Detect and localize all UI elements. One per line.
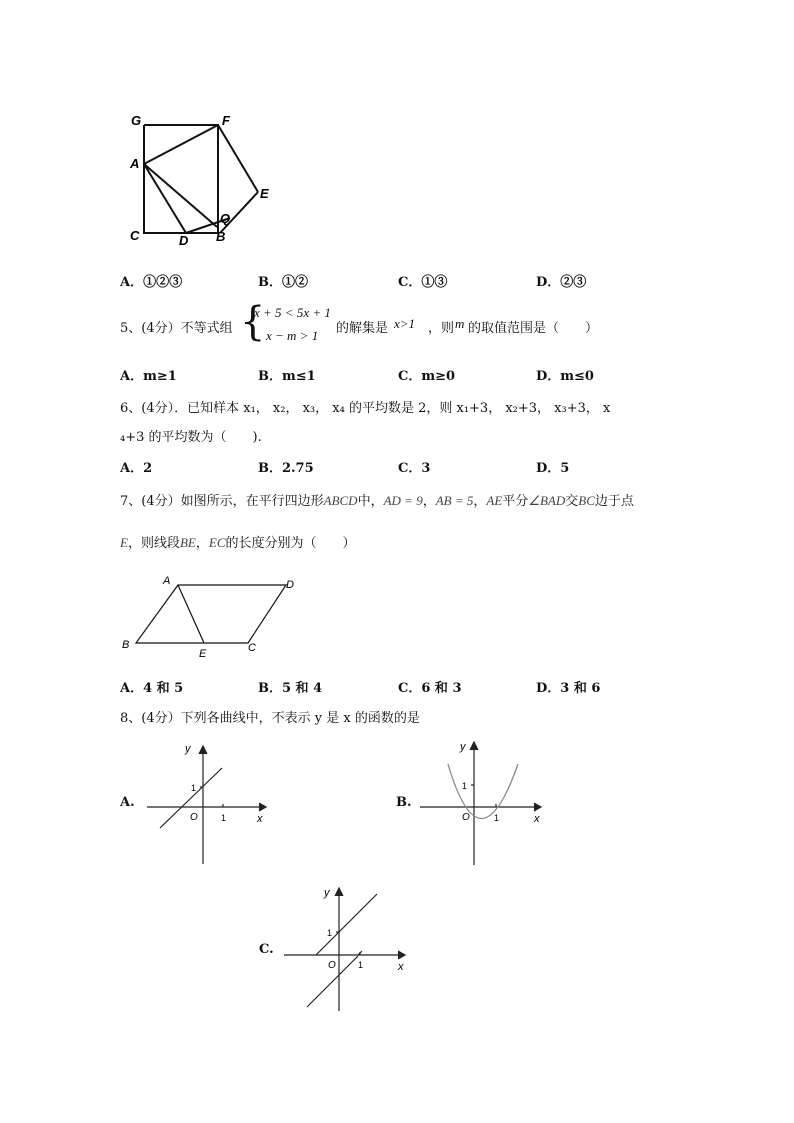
- parallelogram-figure: [118, 572, 308, 662]
- axis-x-label: x: [257, 813, 263, 825]
- q6-option-a[interactable]: A．2: [120, 461, 153, 476]
- point-label-c: C: [130, 228, 140, 243]
- point-label-g: G: [131, 113, 142, 128]
- q4-option-d[interactable]: D．②③: [536, 275, 587, 290]
- vertex-label-d: D: [286, 579, 294, 591]
- q5-inequality-1: x + 5 < 5x + 1: [254, 305, 331, 320]
- q5-option-d[interactable]: D．m≤0: [536, 369, 594, 384]
- q7-text-a: 7、(4分）如图所示，在平行四边形: [120, 494, 324, 509]
- q8-option-a-label[interactable]: A.: [120, 795, 135, 810]
- point-label-d: D: [179, 233, 189, 248]
- q7-option-b[interactable]: B．5 和 4: [258, 681, 323, 696]
- q6-option-d[interactable]: D．5: [536, 461, 570, 476]
- tick-one-y: 1: [462, 781, 468, 791]
- q7-text-f: ，则线段: [127, 536, 180, 551]
- vertex-label-b: B: [122, 639, 130, 651]
- q7-bc: BC: [578, 493, 595, 508]
- q5-condition: x>1: [394, 316, 416, 331]
- axis-x-label: x: [534, 813, 540, 825]
- q7-text-g: 的长度分别为（ ）: [225, 536, 356, 551]
- q5-brace: {: [240, 299, 266, 345]
- q5-stem-suffix-b: ，则: [428, 321, 455, 336]
- q7-text-b: 中，: [357, 494, 384, 509]
- vertex-label-e: E: [199, 648, 207, 660]
- q7-ad-eq: AD = 9: [383, 493, 423, 508]
- axis-y-label: y: [460, 741, 466, 753]
- q5-stem-prefix: 5、(4分）不等式组: [120, 321, 233, 336]
- tick-one-x: 1: [358, 960, 364, 970]
- q7-stem-line-1: [120, 490, 634, 509]
- graph-c[interactable]: [282, 884, 412, 1014]
- q8-option-b-label[interactable]: B.: [396, 795, 412, 810]
- point-label-e: E: [260, 186, 269, 201]
- point-label-f: F: [222, 113, 230, 128]
- point-label-q: Q: [220, 211, 231, 226]
- q5-stem-suffix-c: 的取值范围是（ ）: [468, 321, 599, 336]
- axis-y-label: y: [324, 887, 330, 899]
- q8-stem: 8、(4分）下列各曲线中，不表示 y 是 x 的函数的是: [120, 711, 420, 726]
- point-label-b: B: [216, 229, 226, 244]
- q7-text-e: 边于点: [594, 494, 634, 509]
- tick-one-y: 1: [191, 783, 197, 793]
- q7-stem-line-2: [120, 532, 356, 551]
- q7-point-e: E: [120, 535, 128, 550]
- q7-ec: EC: [208, 535, 226, 550]
- q7-sep-2: ，: [473, 494, 487, 509]
- q7-sep-3: ，: [195, 536, 209, 551]
- q7-ab-eq: AB = 5: [435, 493, 474, 508]
- square-geometry-figure: [120, 108, 280, 253]
- tick-one-x: 1: [221, 813, 227, 823]
- q5-option-a[interactable]: A．m≥1: [120, 369, 177, 384]
- q4-option-c[interactable]: C．①③: [398, 275, 448, 290]
- q4-option-a[interactable]: A．①②③: [120, 275, 183, 290]
- point-label-a: A: [130, 156, 140, 171]
- q6-option-c[interactable]: C．3: [398, 461, 431, 476]
- q5-inequality-2: x − m > 1: [266, 328, 319, 343]
- graph-b[interactable]: [418, 738, 548, 868]
- q7-text-d: 交: [565, 494, 579, 509]
- q7-angle: ∠BAD: [528, 493, 566, 508]
- q7-option-a[interactable]: A．4 和 5: [120, 681, 184, 696]
- q7-be: BE: [179, 535, 196, 550]
- q5-stem-suffix-a: 的解集是: [336, 321, 389, 336]
- q7-sep-1: ，: [422, 494, 436, 509]
- q5-variable: m: [455, 316, 465, 331]
- q8-option-c-label[interactable]: C.: [259, 942, 274, 957]
- q7-parallelogram-name: ABCD: [323, 493, 358, 508]
- q7-option-d[interactable]: D．3 和 6: [536, 681, 601, 696]
- origin-label: O: [190, 812, 198, 823]
- origin-label: O: [328, 960, 336, 971]
- origin-label: O: [462, 812, 470, 823]
- q6-stem-line-1: 6、(4分）．已知样本 x₁， x₂， x₃， x₄ 的平均数是 2，则 x₁+3， x₂+3， x₃+3， x: [120, 401, 611, 416]
- q7-option-c[interactable]: C．6 和 3: [398, 681, 462, 696]
- vertex-label-c: C: [248, 642, 256, 654]
- q6-option-b[interactable]: B．2.75: [258, 461, 314, 476]
- graph-a[interactable]: [145, 742, 275, 867]
- axis-x-label: x: [398, 961, 404, 973]
- q6-stem-line-2: ₄+3 的平均数为（ ).: [120, 430, 262, 445]
- q5-option-c[interactable]: C．m≥0: [398, 369, 456, 384]
- axis-y-label: y: [185, 743, 191, 755]
- q7-text-c: 平分: [502, 494, 529, 509]
- vertex-label-a: A: [163, 575, 171, 587]
- q4-option-b[interactable]: B．①②: [258, 275, 308, 290]
- q7-ae: AE: [486, 493, 503, 508]
- tick-one-y: 1: [327, 928, 333, 938]
- tick-one-x: 1: [494, 813, 500, 823]
- q5-option-b[interactable]: B．m≤1: [258, 369, 316, 384]
